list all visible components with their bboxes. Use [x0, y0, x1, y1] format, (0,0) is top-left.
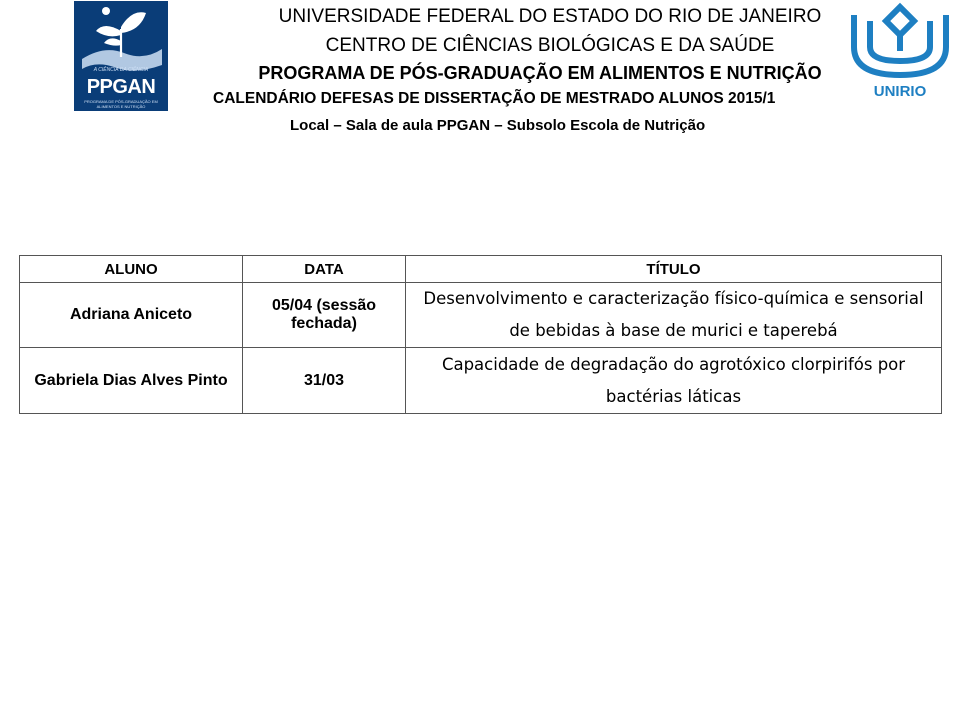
column-header-aluno: ALUNO: [20, 256, 243, 283]
center-name: CENTRO DE CIÊNCIAS BIOLÓGICAS E DA SAÚDE: [325, 35, 775, 56]
unirio-logo-text: UNIRIO: [873, 83, 927, 100]
ppgan-tagline: A CIÊNCIA DA CIÊNCIA: [93, 67, 149, 73]
university-name: UNIVERSIDADE FEDERAL DO ESTADO DO RIO DE JANEIRO: [278, 6, 822, 27]
cell-data: 31/03: [243, 348, 406, 414]
defesas-table: [19, 255, 942, 414]
table-header-row: [20, 256, 942, 283]
location-line: Local – Sala de aula PPGAN – Subsolo Escola de Nutrição: [290, 117, 706, 134]
cell-titulo: Capacidade de degradação do agrotóxico clorpirifós por bactérias láticas: [406, 348, 942, 414]
table-row: [20, 283, 942, 348]
cell-aluno: Gabriela Dias Alves Pinto: [20, 348, 243, 414]
cell-titulo: Desenvolvimento e caracterização físico-química e sensorial de bebidas à base de murici e taperebá: [406, 283, 942, 348]
column-header-data: DATA: [243, 256, 406, 283]
column-header-titulo: TÍTULO: [406, 256, 942, 283]
cell-data: 05/04 (sessão fechada): [243, 283, 406, 348]
calendar-title: CALENDÁRIO DEFESAS DE DISSERTAÇÃO DE MESTRADO ALUNOS 2015/1: [213, 90, 776, 107]
cell-aluno: Adriana Aniceto: [20, 283, 243, 348]
ppgan-logo-text: PPGAN: [86, 76, 156, 98]
program-name: PROGRAMA DE PÓS-GRADUAÇÃO EM ALIMENTOS E NUTRIÇÃO: [258, 63, 822, 83]
ppgan-logo-caption: PROGRAMA DE PÓS-GRADUAÇÃO EM ALIMENTOS E NUTRIÇÃO: [84, 99, 158, 109]
table-row: [20, 348, 942, 414]
